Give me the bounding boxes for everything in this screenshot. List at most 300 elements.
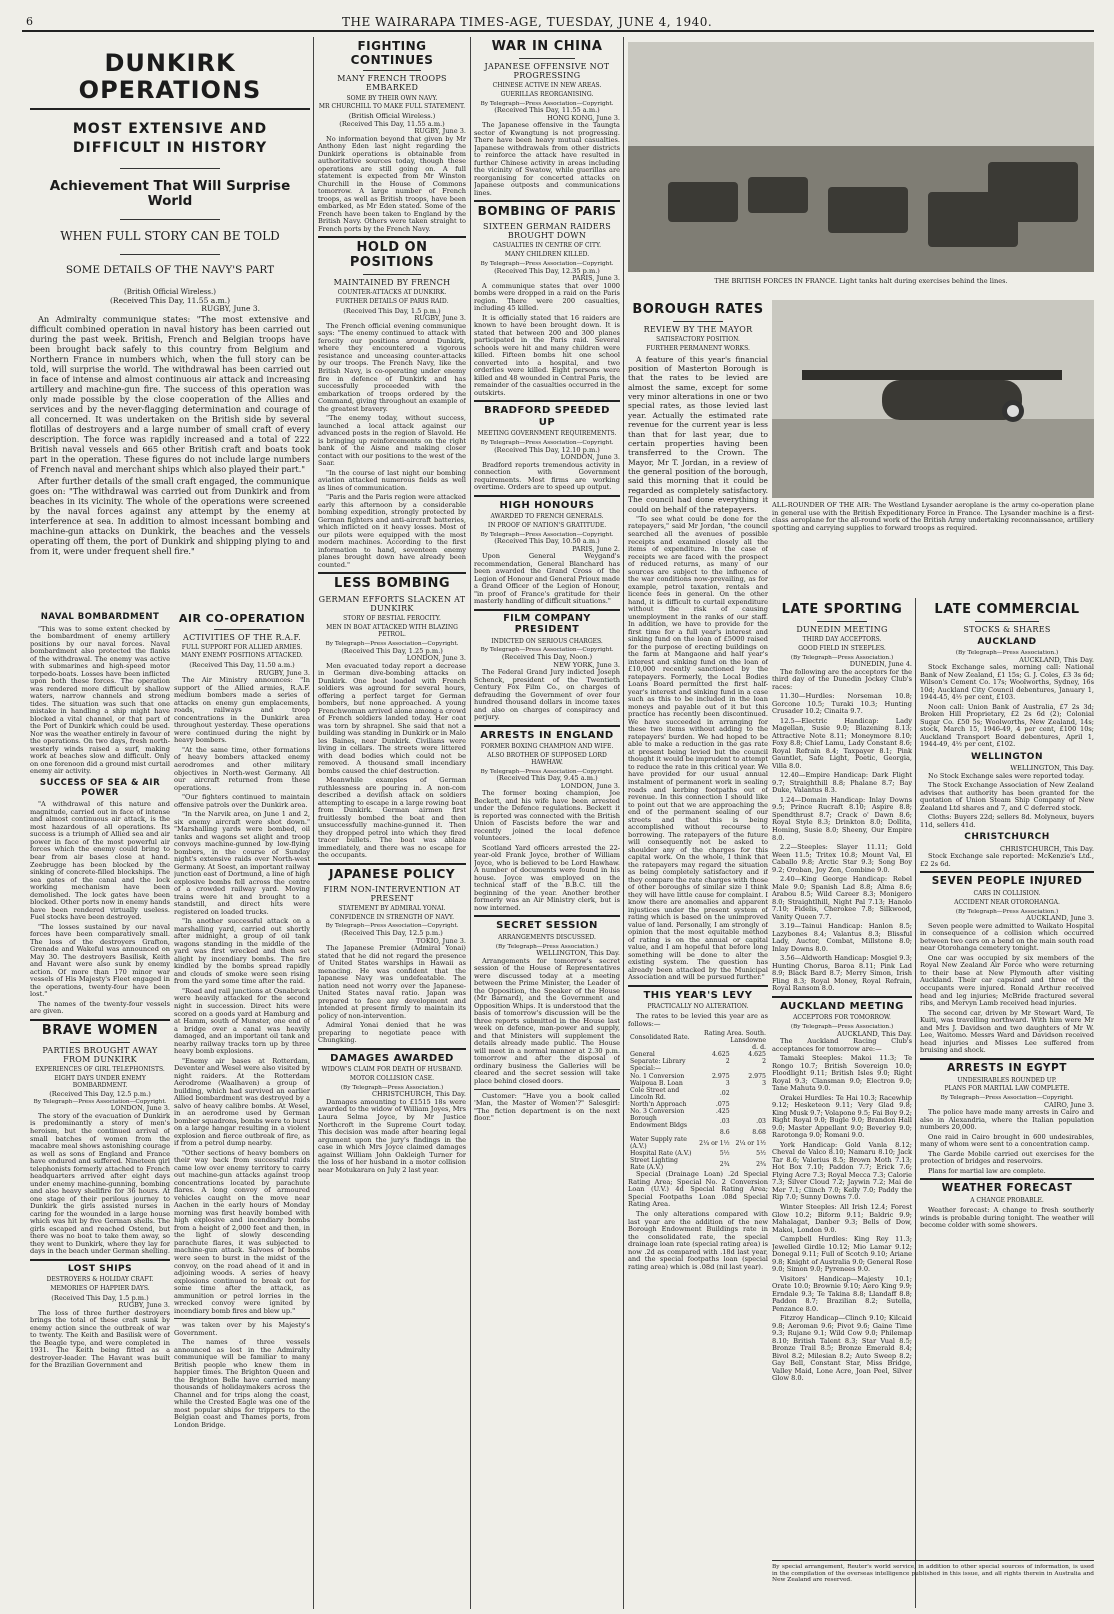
fighting-received: (Received This Day, 11.55 a.m.) <box>339 119 445 128</box>
egypt-paragraph: The Garde Mobile carried out exercises for the protection of bridges and reservoirs. <box>920 1149 1094 1166</box>
levy-row <box>628 1087 768 1101</box>
damages-deck: MOTOR COLLISION CASE. <box>349 1075 435 1083</box>
levy-cell: 2¼ or 1½ <box>699 1139 730 1147</box>
arrests-subhead: FORMER BOXING CHAMPION AND WIFE. <box>480 743 614 751</box>
levy-cell: 2.975 <box>748 1072 766 1080</box>
less-paragraph: Men evacuated today report a decrease in German dive-bombing attacks on Dunkirk. One boat loaded with French soldiers was aground for several hours, offering a perfect target for German bombers, but none approached. A young Frenchwoman arrived alone among a crowd of French soldiers landed today. Her coat was torn by shrapnel. She said that not a building was standing in Dunkirk or in Malo les Baines, near Dunkirk. Civilians were living in cellars. The streets were littered with dead bodies which could not be removed. A thousand small incendiary bombs caused the chief destruction. <box>318 661 466 775</box>
divider <box>120 254 220 255</box>
levy-cell: 2 <box>725 1058 730 1066</box>
levy-cell: 2 <box>762 1058 766 1066</box>
air-subhead: ACTIVITIES OF THE R.A.F. <box>183 632 301 642</box>
divider <box>30 1019 170 1021</box>
levy-header-cell: Rating Area. South. Lansdowne <box>704 1030 766 1045</box>
divider <box>363 70 421 71</box>
auckland-meeting-paragraph: The Auckland Racing Club's acceptances for tomorrow are:— <box>772 1037 912 1053</box>
commercial-headline: LATE COMMERCIAL <box>934 602 1080 617</box>
hold-paragraph: The French official evening communique says: "The enemy continued to attack with ferocity our positions around Dunkirk, where they encountered a vigorous resistance and unceasing counter-attacks by our troops. The French Navy, like the British Navy, is co-operating under enemy fire in defence of Dunkirk and has successfully proceeded with the embarkation of troops ordered by the Command, giving throughout an example of the greatest bravery. <box>318 321 466 413</box>
levy-cell: 2¼ or 1½ <box>735 1139 766 1147</box>
damages-byline: (By Telegraph—Press Association.) <box>340 1084 444 1091</box>
divider <box>474 609 620 611</box>
arrests-dateline: LONDON, June 3. <box>560 781 620 790</box>
brave-subhead: PARTIES BROUGHT AWAY FROM DUNKIRK <box>42 1045 158 1064</box>
levy-header-cell: d. d. <box>752 1044 766 1052</box>
naval-headline: NAVAL BOMBARDMENT <box>40 612 160 622</box>
divider <box>920 871 1094 873</box>
levy-cell: 5½ <box>719 1150 730 1158</box>
bradford-byline: By Telegraph—Press Association—Copyright. <box>480 439 614 446</box>
japan-headline: JAPANESE POLICY <box>328 866 456 881</box>
levy-cell: 8.6 <box>719 1129 730 1137</box>
damages-dateline: CHRISTCHURCH, This Day. <box>372 1090 466 1099</box>
sporting-paragraph: The following are the acceptors for the third day of the Dunedin Jockey Club's races: <box>772 667 912 691</box>
divider <box>474 915 620 917</box>
levy-row <box>628 1065 768 1072</box>
dunkirk-paragraph: After further details of the small craft engaged, the communique goes on: "The withdrawal was carried out from Dunkirk and from beaches in its vicinity. The whole of the operations were screened by the naval forces against any attempt by the enemy at interference at sea. In addition to almost incessant bombing and machine-gun attacks on Dunkirk, the beaches and the vessels operating off them, the port of Dunkirk and shipping plying to and from it, were under frequent shell fire." <box>30 475 310 556</box>
naval-paragraph: "This was to some extent checked by the bombardment of enemy artillery positions by our naval forces. Naval bombardment also protected the flanks of the withdrawal. The enemy was active with submarines and high-speed motor torpedo-boats. Losses have been inflicted upon both these forces. The operation was rendered more difficult by shallow waters, narrow channels and strong tides. The situation was such that one mistake in handling a ship might have blocked a vital channel, or that part of the Port of Dunkirk which could be used. Nor was the weather entirely in favour of the operations. On two days, fresh north-westerly winds raised a surf, making work at beaches slow and difficult. Only on one forenoon did a ground mist curtail enemy air activity. <box>30 624 170 776</box>
aircraft-wing <box>802 370 1062 380</box>
naval-paragraph: "The losses sustained by our naval forces have been comparatively small. The loss of the destroyers Grafton, Grenade and Wakeful was announced on May 30. The destroyers Basilisk, Keith and Havant were also sunk by enemy action. Of more than 170 minor war vessels of His Majesty's Fleet engaged in the operations, twenty-four have been lost." <box>30 922 170 999</box>
japan-deck: STATEMENT BY ADMIRAL YONAI. <box>338 904 446 912</box>
levy-cell: Cole Street and Lincoln Rd. <box>630 1086 680 1101</box>
lost-continued: was taken over by his Majesty's Government. <box>174 1321 310 1337</box>
honours-deck: IN PROOF OF NATION'S GRATITUDE. <box>487 521 607 529</box>
paris-paragraph: It is officially stated that 16 raiders are known to have been brought down. It is stated that between 200 and 300 planes participated in the Paris raid. Several schools were hit and many children were killed. Fifteen bombs hit one school converted into a hospital, and two orderlies were killed. Eight persons were killed and 48 wounded in Central Paris, the remainder of the casualties occurred in the outskirts. <box>474 313 620 397</box>
injured-headline: SEVEN PEOPLE INJURED <box>931 875 1083 888</box>
auckland-meeting-paragraph: Tamaki Steeples: Makoi 11.3; Te Rongo 10.7; British Sovereign 10.0; Floodlight 9.11; British Isles 9.0; Right Royal 9.3; Clansman 9.0; Electron 9.0; Tane Mahuta 9.0. <box>772 1054 912 1093</box>
borough-subhead: REVIEW BY THE MAYOR <box>643 324 753 334</box>
arrests-paragraph: The former boxing champion, Joe Beckett, and his wife have been arrested under the Defence regulations. Beckett it is reported was connected with the British Union of Fascists before the war and recently joined the local defence volunteers. <box>474 789 620 843</box>
dunkirk-received: (Received This Day, 11.55 a.m.) <box>110 295 230 305</box>
arrests-byline: By Telegraph—Press Association—Copyright. <box>480 768 614 775</box>
arrests-headline: ARRESTS IN ENGLAND <box>480 729 614 741</box>
dunkirk-deck: Achievement That Will Surprise World <box>49 177 291 209</box>
film-received: (Received This Day, Noon.) <box>501 653 593 662</box>
column-g <box>920 600 1094 1605</box>
levy-cell <box>628 1129 695 1136</box>
fighting-paragraph: No information beyond that given by Mr Anthony Eden last night regarding the Dunkirk operations is obtainable from authoritative sources today, though these operations are still going on. A full statement is expected from Mr Winston Churchill in the House of Commons tomorrow. A large number of French troops, as well as British troops, have been embarked, as Mr Eden stated. Some of the French have been taken to England by the British Navy. Others were taken straight to French ports by the French Navy. <box>318 134 466 233</box>
commercial-byline: (By Telegraph—Press Association.) <box>955 650 1059 657</box>
levy-cell: .075 <box>715 1100 730 1108</box>
divider <box>70 1042 130 1043</box>
levy-cell: .03 <box>756 1118 766 1126</box>
egypt-paragraph: Plans for martial law are complete. <box>928 1166 1046 1175</box>
levy-cell <box>732 1065 768 1072</box>
commercial-paragraph: Noon call: Union Bank of Australia, £7 2s 3d; Broken Hill Proprietary, £2 2s 6d (2); Colonial Sugar Co. £50 5s; Woolworths, New Zealand, 14s; stock, March 15, 1946-49, 4 per cent, £100 10s; Auckland Transport Board debentures, April 1, 1944-49, 4½ per cent, £102. <box>920 702 1094 749</box>
levy-cell: 2.975 <box>711 1072 730 1080</box>
auckland-meeting-paragraph: Fitzroy Handicap—Clinch 9.10; Kilcaid 9.8; Aeroman 9.6; Pivot 9.6; Gaine Time 9.3; Rujane 9.1; Wild Cow 9.0; Philemap 8.10; British Talent 8.3; Star Vual 8.5; Bronze Trail 8.5; Bronze Emerald 8.4; Bivol 8.2; Milesian 8.2; Auto Sweep 8.2; Gay Bell, Constant Star, Miss Bridge, Valley Maid, Lone Acre, Joan Peel, Silver Glow 8.0. <box>772 1314 912 1383</box>
commercial-dateline: CHRISTCHURCH, This Day. <box>1000 844 1094 853</box>
divider <box>120 219 220 220</box>
film-paragraph: The Federal Grand Jury indicted Joseph Schenck, president of the Twentieth Century Fox Film Co., on charges of defrauding the Government of over four hundred thousand dollars in income taxes and also on charges of conspiracy and perjury. <box>474 668 620 722</box>
sporting-deck: THIRD DAY ACCEPTORS. <box>802 635 882 643</box>
weather-headline: WEATHER FORECAST <box>941 1182 1073 1195</box>
lost-deck: MEMORIES OF HAPPIER DAYS. <box>50 1284 150 1292</box>
damages-headline: DAMAGES AWARDED <box>330 1052 454 1064</box>
divider <box>318 572 466 574</box>
less-byline: By Telegraph—Press Association—Copyright. <box>325 640 459 647</box>
film-headline: FILM COMPANY PRESIDENT <box>503 612 591 635</box>
lost-paragraph: The loss of three further destroyers brings the total of these craft sunk by enemy action since the outbreak of war to twenty. The Keith and Basilisk were of the Beagle type, and were completed in 1931. The Keith being fitted as a destroyer-leader. The Havant was built for the Brazilian Government and <box>30 1308 170 1370</box>
paris-byline: By Telegraph—Press Association—Copyright. <box>480 261 614 268</box>
china-received: (Received This Day, 11.55 a.m.) <box>494 106 600 115</box>
levy-row <box>628 1150 768 1157</box>
levy-cell: Water Supply rate (A.V.) <box>630 1136 687 1151</box>
levy-row <box>628 1108 768 1115</box>
injured-subhead: CARS IN COLLISION. <box>973 890 1041 898</box>
commercial-wellington-heading: WELLINGTON <box>971 751 1043 762</box>
air-paragraph: "Road and rail junctions at Osnabruck were heavily attacked for the second night in succession. Direct hits were scored on a goods yard at Hamburg and at Hamm, south of Munster, one end of a bridge over a canal was heavily damaged, and an important oil tank and nearby railway tracks torn up by three heavy bomb explosions. <box>174 986 310 1056</box>
air-paragraph: The Air Ministry announces: "In support of the Allied armies, R.A.F. medium bombers made a series of attacks on enemy gun emplacements, roads, railways and troop concentrations in the Dunkirk area throughout yesterday. These operations were continued during the night by heavy bombers. <box>174 676 310 745</box>
levy-headline: THIS YEAR'S LEVY <box>643 989 753 1001</box>
secret-byline: (By Telegraph—Press Association.) <box>495 943 599 950</box>
column-rule <box>313 37 314 1609</box>
injured-byline: (By Telegraph—Press Association.) <box>955 908 1059 915</box>
borough-paragraph: "To see what could be done for the ratepayers," said Mr Jordan, "the council searched all the avenues of possible receipts and examined closely all the items of expenditure. In the case of receipts we are faced with the prospect of reduced returns, as many of our sources are subject to the influence of the war conditions now-prevailing, as for example, petrol taxation, rentals and licence fees in general. On the other hand, it is difficult to curtail expenditure without the risk of causing unemployment in the ranks of our staff. In addition, we have to provide for the first time for a full year's interest and sinking fund on the loan of £5000 raised for the purpose of erecting buildings on the farm at Mangaone and half year's interest and sinking fund on the loan of £10,000 recently sanctioned by the ratepayers. Formerly, the Local Bodies Loans Board permitted the first half-year's interest and sinking fund in a case such as this to be included in the loan moneys and payable out of it but this practice has recently been discontinued. We have succeeded in arranging for these two items without adding to the ratepayers' burden. We had hoped to be able to make a reduction in the gas rate at present being levied but the council thought it would be imprudent to attempt to reduce the rate in this critical year. We have provided for our usual annual instalment of permanent work in sealing roads and kerbing footpaths out of revenue. In this connection I should like to point out that we are approaching the end of the permanent sealing of our streets and that this is being accomplished without recourse to borrowing. The ratepayers of the future will consequently not be asked to shoulder any of the charges for this capital work. On the whole, I think that the ratepayers may regard the situation as being completely satisfactory and if they compare the rate charges with those of other boroughs of similar size I think they will have little cause for complaint. I know there are anomalies and apparent injustices under the present system of rating which is based on the unimproved value of land. Personally, I am strongly of opinion that the most equitable method of rating is on the annual or capital value, and I am hopeful that before long something will be done to alter the existing system. The question has already been attacked by the Municipal Association and will be pursued further." <box>628 514 768 982</box>
levy-row <box>628 1115 768 1129</box>
page-number: 6 <box>26 15 33 28</box>
hold-subhead: MAINTAINED BY FRENCH <box>333 278 451 288</box>
brave-received: (Received This Day, 12.5 p.m.) <box>49 1090 151 1099</box>
dunkirk-subhead: MOST EXTENSIVE AND DIFFICULT IN HISTORY <box>72 120 268 156</box>
air-paragraph: "In another successful attack on a marshalling yard, carried out shortly after midnight, a group of oil tank wagons standing in the middle of the yard was first wrecked and then set alight by incendiary bombs. The fire kindled by the bombs spread rapidly and clouds of smoke were seen rising from the yard some time after the raid. <box>174 917 310 986</box>
china-deck: CHINESE ACTIVE IN NEW AREAS. <box>492 82 602 90</box>
injured-dateline: AUCKLAND, June 3. <box>1026 914 1094 923</box>
masthead <box>22 2 1094 32</box>
less-received: (Received This Day, 1.25 p.m.) <box>341 646 443 655</box>
levy-row <box>628 1080 768 1087</box>
levy-cell: .03 <box>719 1118 730 1126</box>
fighting-wire: (British Official Wireless.) <box>348 112 436 121</box>
levy-cell <box>732 1108 768 1115</box>
divider <box>214 629 270 630</box>
levy-header-cell: Consolidated Rate. <box>630 1033 690 1041</box>
dunkirk-dateline: RUGBY, June 3. <box>201 304 260 314</box>
sporting-paragraph: 2.40—King George Handicap: Rebel Male 9.0; Spanish Lad 8.8; Alma 8.6; Arabou 8.5; Wild Career 8.3; Monigero 8.0; Straightlhill, Night Pal 7.13; Hanolo 7.10; Fidelis, Cherokee 7.8; Silkwood, Vanity Queen 7.7. <box>772 875 912 921</box>
levy-cell: 8.68 <box>752 1129 766 1137</box>
japan-byline: By Telegraph—Press Association—Copyright. <box>325 923 459 930</box>
naval-paragraph: The names of the twenty-four vessels are given. <box>30 999 170 1016</box>
lost-headline: LOST SHIPS <box>67 1263 133 1274</box>
sporting-paragraph: 11.30—Hurdles: Norseman 10.8; Gorcone 10.5; Turaki 10.3; Hunting Crusader 10.2; Cinaita 9.7. <box>772 692 912 716</box>
divider <box>474 1089 620 1090</box>
fighting-headline: FIGHTING CONTINUES <box>350 39 434 67</box>
roundel <box>1002 400 1024 422</box>
auckland-meeting-paragraph: Winter Steeples: All Irish 12.4; Forest Glow 10.2; Biform 9.11; Baldric 9.9; Mahalagat, Danber 9.3; Bells of Dow, Makoi, London 9.0. <box>772 1202 912 1234</box>
divider <box>474 725 620 727</box>
commercial-christchurch-heading: CHRISTCHURCH <box>964 832 1050 843</box>
hold-paragraph: "The enemy today, without success, launched a local attack against our advanced posts in the region of Slavold. He is bringing up reinforcements on the right bank of the Aisne and making closer contact with our positions to the west of the Saar. <box>318 414 466 468</box>
egypt-deck: PLANS FOR MARTIAL LAW COMPLETE. <box>944 1085 1070 1093</box>
arrests-deck: ALSO BROTHER OF SUPPOSED LORD HAWHAW. <box>487 751 607 766</box>
brave-headline: BRAVE WOMEN <box>41 1022 159 1038</box>
injured-paragraph: Seven people were admitted to Waikato Hospital in consequence of a collision which occurred between two cars on a bend on the main south road near Otorohanga cemetery tonight. <box>920 921 1094 953</box>
china-deck-2: GUERILLAS REORGANISING. <box>500 90 594 98</box>
column-e <box>628 300 768 1605</box>
honours-headline: HIGH HONOURS <box>499 499 595 511</box>
film-byline: By Telegraph—Press Association—Copyright. <box>480 647 614 654</box>
lost-subhead: DESTROYERS & HOLIDAY CRAFT. <box>46 1276 154 1283</box>
egypt-subhead: UNDESIRABLES ROUNDED UP. <box>957 1076 1057 1084</box>
borough-deck: SATISFACTORY POSITION. <box>656 335 740 343</box>
levy-cell: Borough Endowment Bldgs <box>630 1114 688 1129</box>
less-paragraph: Meanwhile examples of German ruthlessness are pouring in. A non-com described a devilish attack on soldiers attempting to escape in a large rowing boat from Dunkirk. German airmen first fruitlessly bombed the boat and then unsuccessfully machine-gunned it. Then they dropped petrol into which they fired tracer bullets. The boat was ablaze immediately, and there was no escape for the occupants. <box>318 776 466 860</box>
dunkirk-deck-2: WHEN FULL STORY CAN BE TOLD <box>60 229 280 244</box>
divider <box>920 1178 1094 1180</box>
less-headline: LESS BOMBING <box>333 576 451 592</box>
less-deck-2: MEN IN BOAT ATTACKED WITH BLAZING PETROL. <box>326 624 458 639</box>
honours-byline: By Telegraph—Press Association—Copyright. <box>480 531 614 538</box>
lysander-photo <box>772 300 1094 498</box>
japan-paragraph: Admiral Yonai denied that he was preparing to negotiate peace with Chungking. <box>318 1021 466 1045</box>
divider <box>673 321 723 322</box>
levy-cell <box>732 1101 768 1108</box>
hold-paragraph: "In the course of last night our bombing aviation attacked numerous fields as well as lines of communication. <box>318 468 466 492</box>
divider <box>920 1058 1094 1060</box>
weather-paragraph: Weather forecast: A change to fresh southerly winds is probable during tonight. The weather will become colder with some showers. <box>920 1206 1094 1230</box>
auckland-meeting-paragraph: York Handicap: Gold Vanla 8.12; Cheval de Valco 8.10; Namaru 8.10; Jack Tar 8.6; Valerius 8.5; Brown Moth 7.13; Hot Box 7.10; Paddon 7.7; Erick 7.6; Flying Acre 7.3; Royal Mecca 7.3; Calorie 7.3; Silver Cloud 7.2; Jaywin 7.2; Mai de Mer 7.1; Clinch 7.0; Kelly 7.0; Paddy the Rip 7.0; Sunny Downs 7.0. <box>772 1140 912 1202</box>
tank-shape <box>668 182 738 222</box>
levy-row <box>628 1101 768 1108</box>
brave-dateline: LONDON, June 3. <box>110 1104 170 1113</box>
levy-row <box>628 1129 768 1136</box>
divider <box>817 621 867 622</box>
levy-paragraph: The only alterations compared with last year are the addition of the new Borough Endowment Buildings rate in the consolidated rate, the special drainage loan rate (special rating area) is now .2d as compared with .18d last year, and the special footpaths loan (special rating area) which is .08d (nil last year). <box>628 1210 768 1271</box>
levy-cell: 2¾ <box>719 1160 730 1168</box>
sporting-dateline: DUNEDIN, June 4. <box>849 660 912 669</box>
joke-paragraph: Customer: "Have you a book called 'Man, the Master of Women'?" Salesgirl: "The fiction department is on the next floor." <box>474 1091 620 1123</box>
less-subhead: GERMAN EFFORTS SLACKEN AT DUNKIRK <box>318 595 466 614</box>
bradford-headline: BRADFORD SPEEDED UP <box>484 405 610 428</box>
auckland-meeting-paragraph: Orakei Hurdles: Te Hai 10.3; Racewhip 9.12; Hesketeon 9.11; Very Glad 9.8; King Musk 9.7; Volapone 9.5; Fai Boy 9.2; Right Royal 9.0; Bugle 9.0; Brandon Hall 9.0; Master Appellant 9.0; Beverley 9.0; Rarotonga 9.0; Romani 9.0. <box>772 1093 912 1140</box>
air-headline: AIR CO-OPERATION <box>178 612 306 625</box>
egypt-paragraph: One raid in Cairo brought in 600 undesirables, many of whom were sent to a concentration camp. <box>920 1132 1094 1149</box>
paris-subhead: SIXTEEN GERMAN RAIDERS BROUGHT DOWN <box>483 222 611 241</box>
injured-deck: ACCIDENT NEAR OTOROHANGA. <box>954 898 1060 906</box>
divider <box>318 236 466 238</box>
secret-dateline: WELLINGTON, This Day. <box>536 949 620 958</box>
sporting-paragraph: 3.56—Aldworth Handicap: Mosgiel 9.3; Hunting Chorus, Baroa 8.11; Pink Lad 8.9; Black Bard 8.7; Merry Simon, Irish Fling 8.3; Royal Money, Royal Refrain, Royal Ransom 8.0. <box>772 954 912 993</box>
fighting-deck: SOME BY THEIR OWN NAVY. <box>346 94 438 102</box>
secret-paragraph: Arrangements for tomorrow's secret session of the House of Representatives were discussed today at a meeting between the Prime Minister, the Leader of the Opposition, the Speaker of the House (Mr Barnard), and the Government and Opposition Whips. It is understood that the basis of tomorrow's discussion will be the three reports submitted in the House last week on defence, man-power and supply, and that Ministers will supplement the details already made public. The House will meet in a normal manner at 2.30 p.m. tomorrow and after the disposal of ordinary business the Galleries will be cleared and the secret session will take place behind closed doors. <box>474 956 620 1085</box>
sporting-paragraph: 2.2—Steeples: Slayer 11.11; Gold Ween 11.5; Tritex 10.8; Mount Val, El Caballo 9.8; Arctic Star 9.3; Song Boy 9.2; Oroban, Joy Zen, Combine 9.0. <box>772 843 912 874</box>
honours-subhead: AWARDED TO FRENCH GENERALS. <box>490 513 604 521</box>
levy-cell: 2¾ <box>756 1160 766 1168</box>
dunkirk-headline: DUNKIRK OPERATIONS <box>78 49 262 105</box>
tank-shape <box>828 187 908 233</box>
auckland-meeting-headline: AUCKLAND MEETING <box>780 1000 904 1012</box>
newspaper-title: THE WAIRARAPA TIMES-AGE, TUESDAY, JUNE 4, 1940. <box>342 15 713 29</box>
tank-shape <box>988 162 1078 222</box>
levy-cell: Hospital Rate (A.V.) <box>630 1150 692 1158</box>
dunkirk-paragraph: An Admiralty communique states: "The most extensive and difficult combined operation in naval history has been carried out during the past week. British, French and Belgian troops have been brought back safely to this country from Belgium and Northern France in numbers which, when the full story can be told, will surprise the world. The withdrawal has been carried out in face of intense and almost continuous air attack and increasing artillery and machine-gun fire. The success of this operation was only made possible by the close cooperation of the Allies and services and by the never-flagging determination and courage of all concerned. It was undertaken on the British side by several flotillas of destroyers and a large number of small craft of every description. The force was rapidly increased and a total of 222 British naval vessels and 665 other British craft and boats took part in the operation. These figures do not include large numbers of French naval and merchant ships which also played their part." <box>30 313 310 474</box>
secret-subhead: ARRANGEMENTS DISCUSSED. <box>498 933 596 941</box>
air-dateline: RUGBY, June 3. <box>258 668 310 677</box>
brave-byline: By Telegraph—Press Association—Copyright. <box>33 1098 167 1105</box>
commercial-paragraph: No Stock Exchange sales were reported today. <box>928 771 1085 780</box>
levy-paragraph: Special (Drainage Loan) .2d Special Rating Area; Special No. 2 Conversion Loan (U.V.) 4d Special Rating Area; Special Footpaths Loan .08d Special Rating Area. <box>628 1170 768 1209</box>
hold-headline: HOLD ON POSITIONS <box>349 240 435 271</box>
bradford-paragraph: Bradford reports tremendous activity in connection with Government requirements. Most firms are working overtime. Orders are to speed up output. <box>474 460 620 492</box>
aircraft-fuselage <box>882 380 1022 420</box>
honours-received: (Received This Day, 10.50 a.m.) <box>494 537 600 546</box>
arrests-received: (Received This Day, 9.45 a.m.) <box>496 774 598 783</box>
column-b <box>174 610 310 1608</box>
air-received: (Received This Day, 11.50 a.m.) <box>189 661 295 670</box>
divider <box>628 985 768 987</box>
borough-deck-2: FURTHER PERMANENT WORKS. <box>646 344 750 352</box>
paris-headline: BOMBING OF PARIS <box>477 204 617 219</box>
commercial-paragraph: Cloths: Buyers 22d; sellers 8d. Molyneux, buyers 11d, sellers 41d. <box>920 813 1094 829</box>
air-paragraph: "In the Narvik area, on June 1 and 2, six enemy aircraft were shot down." "Marshalling yards were bombed, oil tanks and wagons set alight and troop convoys machine-gunned by low-flying bombers, in the course of Sunday night's extensive raids over North-west Germany. At Soest, an important railway junction east of Dortmund, a line of high explosive bombs fell across the centre of a crowded railway yard. Moving trains were hit and brought to a standstill, and direct hits were registered on loaded trucks. <box>174 810 310 916</box>
sporting-deck-2: GOOD FIELD IN STEEPLES. <box>798 644 886 652</box>
commercial-paragraph: Stock Exchange sales, morning call: National Bank of New Zealand, £1 15s; G. J. Coles, £3 3s 6d; Wilson's Cement Co. 17s; Woolworths, Sydney, 16s 10d; Auckland City Council debentures, January 1, 1944-45, 4½ per cent, £103. <box>920 663 1094 702</box>
column-f <box>772 600 912 1605</box>
levy-row <box>628 1136 768 1150</box>
egypt-dateline: CAIRO, June 3. <box>1043 1100 1094 1109</box>
air-deck: FULL SUPPORT FOR ALLIED ARMIES. <box>181 643 303 651</box>
lost-dateline: RUGBY, June 3. <box>118 1301 170 1310</box>
honours-paragraph: Upon General Weygand's recommendation, General Blanchard has been awarded the Grand Cross of the Legion of Honour and General Prioux made a Grand Officer of the Legion of Honour, "in proof of France's gratitude for their masterly handling of difficult situations." <box>474 552 620 606</box>
borough-headline: BOROUGH RATES <box>632 302 764 317</box>
borough-paragraph: A feature of this year's financial position of Masterton Borough is that the rates to be levied are almost the same, except for some very minor alterations in one or two special rates, as those levied last year. Actually the estimated rate revenue for the current year is less than that for last year, due to certain properties having been transferred to the Crown. The Mayor, Mr T. Jordan, in a review of the general position of the borough, said this morning that it could be regarded as completely satisfactory. The council had done everything it could on behalf of the ratepayers. <box>628 354 768 514</box>
paris-deck-2: MANY CHILDREN KILLED. <box>504 251 590 259</box>
column-a <box>30 610 170 1608</box>
levy-table <box>628 1030 768 1171</box>
less-dateline: LONDON, June 3. <box>406 654 466 663</box>
injured-paragraph: The second car, driven by Mr Stewart Ward, Te Kuiti, was travelling northward. With him were Mr and Mrs J. Davidson and two daughters of Mr W. Lee, Waitomo. Messrs Ward and Davidson received head injuries and Misses Lee suffered from bruising and shock. <box>920 1008 1094 1055</box>
dunkirk-deck-3: SOME DETAILS OF THE NAVY'S PART <box>65 263 275 276</box>
egypt-byline: By Telegraph—Press Association—Copyright. <box>940 1095 1074 1102</box>
egypt-paragraph: The police have made many arrests in Cairo and also in Alexandria, where the Italian population numbers 20,000. <box>920 1108 1094 1132</box>
film-dateline: NEW YORK, June 3. <box>553 660 620 669</box>
levy-row <box>628 1157 768 1171</box>
weather-subhead: A CHANGE PROBABLE. <box>970 1197 1044 1205</box>
damages-paragraph: Damages amounting to £1515 18s were awarded to the widow of William Joyes, Mrs Laura Selma Joyce, by Mr Justice Northcroft in the Supreme Court today. This decision was made after hearing legal argument upon the jury's findings in the case in which Mrs Joyce claimed damages against William John Oakleigh Turner for the loss of her husband in a motor collision near Motukarara on July 2 last year. <box>318 1097 466 1174</box>
divider <box>474 495 620 497</box>
photo-sky <box>628 42 1094 146</box>
sporting-subhead: DUNEDIN MEETING <box>796 624 888 634</box>
levy-row <box>628 1051 768 1058</box>
divider <box>30 108 310 110</box>
paris-deck: CASUALTIES IN CENTRE OF CITY. <box>492 242 602 250</box>
sporting-paragraph: 1.24—Domain Handicap: Inlay Downs 9.5; Prince Rucraft 8.10; Aspire 8.8; Spendthrust 8.7; Crack o' Dawn 8.6; Royal Style 8.3; Drinkton 8.0; Dollita, Homing, Susie 8.0; Sheeny, Our Empire 8.0. <box>772 795 912 842</box>
sporting-paragraph: 12.40—Empire Handicap: Dark Flight 9.7; Straighthill 8.8; Phalane 8.7; Bay Duke, Valantus 8.3. <box>772 771 912 795</box>
bradford-subhead: MEETING GOVERNMENT REQUIREMENTS. <box>477 430 617 438</box>
air-paragraph: "Our fighters continued to maintain offensive patrols over the Dunkirk area. <box>174 793 310 809</box>
tank-shape <box>748 177 808 213</box>
naval-paragraph: "A withdrawal of this nature and magnitude, carried out in face of intense and almost continuous air attack, is the most hazardous of all operations. Its success is a triumph of Allied sea and air power in face of the most powerful air forces which the enemy could bring to bear from air bases close at hand. Zeebrugge has been blocked by the sinking of concrete-filled blockships. The sea gates of the canal and the lock working mechanism have been demolished. The lock gates have been blocked. Other ports now in enemy hands have been rendered virtually useless. Fuel stocks have been destroyed. <box>30 800 170 922</box>
sporting-paragraph: 12.5—Electric Handicap: Lady Magellan, Susie 9.0; Blazening 8.13; Attractive Note 8.11; Moneymore 8.10; Foxy 8.8; Chief Lamu, Lady Constant 8.6; Royal Refrain 8.4; Taxpayer 8.1; Pink Gauntlet, Safe Light, Poetic, Georgia, Villa 8.0. <box>772 716 912 770</box>
auckland-meeting-paragraph: Visitors' Handicap—Majesty 10.1; Orate 10.0; Brownie 9.10; Aero King 9.9; Erndale 9.3; Te Takina 8.8; Llandaff 8.8; Paddon 8.7; Brazilian 8.2; Sutella, Penzance 8.0. <box>772 1274 912 1313</box>
china-headline: WAR IN CHINA <box>491 39 603 54</box>
divider <box>363 274 421 275</box>
levy-cell: Street Lighting Rate (A.V.) <box>630 1157 678 1172</box>
lost-received: (Received This Day, 1.5 p.m.) <box>51 1293 149 1302</box>
dunkirk-article <box>30 40 310 605</box>
levy-table-header <box>628 1030 768 1044</box>
sporting-paragraph: 3.19—Tainui Handicap: Hanlon 8.5; Lazybones 8.4; Valantus 8.3; Blissful Lady, Auctor, Combat, Millstone 8.0; Inlay Downs 8.0. <box>772 922 912 953</box>
commercial-dateline: WELLINGTON, This Day. <box>1010 764 1094 773</box>
divider <box>318 863 466 865</box>
divider <box>474 200 620 202</box>
levy-cell: 3 <box>762 1079 766 1087</box>
column-rule <box>915 598 916 1608</box>
fighting-subhead: MANY FRENCH TROOPS EMBARKED <box>337 74 447 93</box>
divider <box>519 58 575 59</box>
levy-cell: .02 <box>719 1090 730 1098</box>
hold-deck-2: FURTHER DETAILS OF PARIS RAID. <box>335 298 449 306</box>
tanks-photo <box>628 42 1094 272</box>
commercial-auckland-heading: AUCKLAND <box>977 636 1037 647</box>
dunkirk-wire: (British Official Wireless.) <box>124 287 216 296</box>
levy-cell: .425 <box>715 1107 730 1115</box>
divider <box>772 996 912 998</box>
air-paragraph: "Other sections of heavy bombers on their way back from successful raids came low over enemy territory to carry out machine-gun attacks against troop concentrations located by parachute flares. A long convoy of armoured vehicles caught on the move near Aachen in the early hours of Monday morning was first heavily bombed with high explosive and incendiary bombs from a height of 2,000 feet and then, in the light of slowly descending parachute flares, it was subjected to machine-gun attack. Salvoes of bombs were seen to burst in the midst of the convoy, on the road ahead of it and in adjoining woods. A series of heavy explosions continued to break out for some time after the attack, as ammunition or petrol lorries in the wrecked convoy were ignited by incendiary bomb fires and blew up." <box>174 1148 310 1315</box>
divider <box>318 1048 466 1050</box>
column-rule <box>470 37 471 1609</box>
commercial-paragraph: Stock Exchange sale reported: McKenzie's Ltd., £2 2s 6d. <box>920 852 1094 868</box>
column-c <box>318 37 466 1607</box>
divider <box>975 621 1039 622</box>
egypt-headline: ARRESTS IN EGYPT <box>947 1061 1067 1074</box>
sporting-headline: LATE SPORTING <box>781 602 903 617</box>
fighting-dateline: RUGBY, June 3. <box>414 127 466 136</box>
levy-cell: North'n Approach <box>630 1100 687 1108</box>
photo-ground <box>772 419 1094 498</box>
levy-cell: 3 <box>725 1079 730 1087</box>
china-subhead: JAPANESE OFFENSIVE NOT PROGRESSING <box>484 61 610 80</box>
arrests-paragraph: Scotland Yard officers arrested the 22-year-old Frank Joyce, brother of William Joyce, who is believed to be Lord Hawhaw. A number of documents were found in his house. Joyce was employed on the technical staff of the B.B.C. till the beginning of the year. Another brother formerly was an Air Ministry clerk, but is now interned. <box>474 843 620 912</box>
hold-dateline: RUGBY, June 3. <box>414 314 466 323</box>
hold-paragraph: "Paris and the Paris region were attacked early this afternoon by a considerable bombing expedition, strongly protected by German fighters and anti-aircraft batteries, which inflicted on it heavy losses. Most of our pilots were equipped with the most modern machines. According to the first information to hand, seventeen enemy planes brought down have already been counted." <box>318 493 466 569</box>
levy-cell: 4.625 <box>711 1051 730 1059</box>
auckland-meeting-dateline: AUCKLAND, This Day. <box>837 1029 912 1038</box>
japan-paragraph: The Japanese Premier (Admiral Yonai) stated that he did not regard the presence of United States warships in Hawaii as menacing. He was confident that the Japanese Navy was undefeatable. The nation need not worry over the Japanese-United States naval ratio. Japan was prepared to face any development and intended at present firmly to maintain its policy of non-intervention. <box>318 944 466 1020</box>
air-paragraph: "At the same time, other formations of heavy bombers attacked enemy aerodromes and other military objectives in North-west Germany. All our aircraft returned from these operations. <box>174 745 310 792</box>
levy-cell: No. 1 Conversion <box>630 1072 685 1080</box>
tanks-caption: THE BRITISH FORCES IN FRANCE. Light tanks halt during exercises behind the lines. <box>714 278 1008 285</box>
auckland-meeting-byline: (By Telegraph—Press Association.) <box>790 1024 894 1031</box>
damages-subhead: WIDOW'S CLAIM FOR DEATH OF HUSBAND. <box>321 1066 463 1074</box>
air-paragraph: "Enemy air bases at Rotterdam, Deventer and Wesel were also visited by night raiders. At the Rotterdam Aerodrome (Waalhaven) a group of building, which had survived an earlier Allied bombardment was destroyed by a salvo of heavy calibre bombs. At Wesel, in an aerodrome used by German bomber squadrons, bombs were to burst on a large hangar resulting in a violent explosion and fierce outbreak of fire, as if from a petrol dump nearby. <box>174 1056 310 1148</box>
divider <box>174 1318 310 1319</box>
levy-cell: 4.625 <box>748 1051 766 1059</box>
levy-cell: No. 3 Conversion <box>630 1107 685 1115</box>
divider <box>120 168 220 169</box>
levy-table-header <box>628 1044 768 1051</box>
levy-cell <box>732 1087 768 1101</box>
air-deck-2: MANY ENEMY POSITIONS ATTACKED. <box>181 652 303 660</box>
divider <box>474 400 620 402</box>
levy-intro: The rates to be levied this year are as follows:— <box>628 1012 768 1028</box>
levy-cell: Waipoua B. Loan <box>630 1079 683 1087</box>
bradford-dateline: LONDON, June 3. <box>560 453 620 462</box>
levy-cell: Special:— <box>630 1065 662 1073</box>
brave-paragraph: The story of the evacuation of Dunkirk is predominantly a story of men's heroism, but the continued arrival of small batches of women from the macabre meal shows astonishing courage as well as sons of England and France have endured and suffered. Nineteen girl telephonists formerly attached to French headquarters arrived after eight days under enemy machine-gunning, bombing and also heavy shellfire for 36 hours. At one stage of their perilous journey to Dunkirk the girls assisted nurses in caring for the wounded in a large house which was hit by five German shells. The girls escaped and reached Ostend, but there was no boat to take them away, so they went to Dunkirk, where they lay for days in the beach under German shelling. <box>30 1111 170 1256</box>
levy-subhead: PRACTICALLY NO ALTERATION. <box>647 1003 749 1011</box>
paris-paragraph: A communique states that over 1000 bombs were dropped in a raid on the Paris region. There were 200 casualties, including 45 killed. <box>474 281 620 313</box>
fighting-deck-2: MR CHURCHILL TO MAKE FULL STATEMENT. <box>318 103 466 111</box>
film-subhead: INDICTED ON SERIOUS CHARGES. <box>491 637 603 645</box>
japan-dateline: TOKIO, June 3. <box>416 936 466 945</box>
china-dateline: HONG KONG, June 3. <box>547 113 620 122</box>
levy-cell <box>695 1065 731 1072</box>
secret-headline: SECRET SESSION <box>496 920 598 932</box>
paris-received: (Received This Day, 12.35 p.m.) <box>494 266 600 275</box>
levy-cell: Separate: Library <box>630 1058 686 1066</box>
hold-received: (Received This Day, 1.5 p.m.) <box>343 306 441 315</box>
levy-cell: 5½ <box>756 1150 766 1158</box>
